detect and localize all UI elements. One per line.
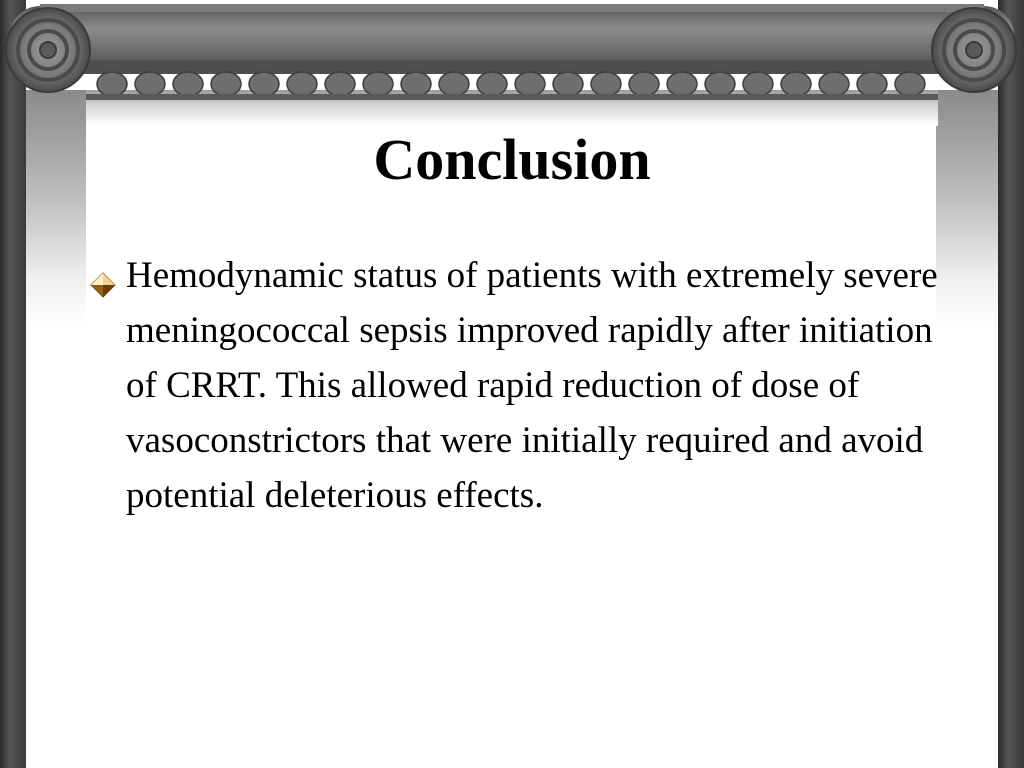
volute-left [6,8,90,92]
column-left [0,0,26,768]
bullet-list [88,248,938,523]
column-capital [0,0,1024,100]
column-right [998,0,1024,768]
diamond-bullet-icon [88,261,118,291]
capital-graphic [0,0,1024,100]
bullet-text: Hemodynamic status of patients with extremely severe meningococcal sepsis improved rapidly after initiation of CRRT. This allowed rapid reduction of dose of vasoconstrictors that were initially required and avoid potential deleterious effects. [126,255,938,516]
volute-right [932,8,1016,92]
bullet-item [88,248,938,523]
slide-title: Conclusion [373,127,651,192]
